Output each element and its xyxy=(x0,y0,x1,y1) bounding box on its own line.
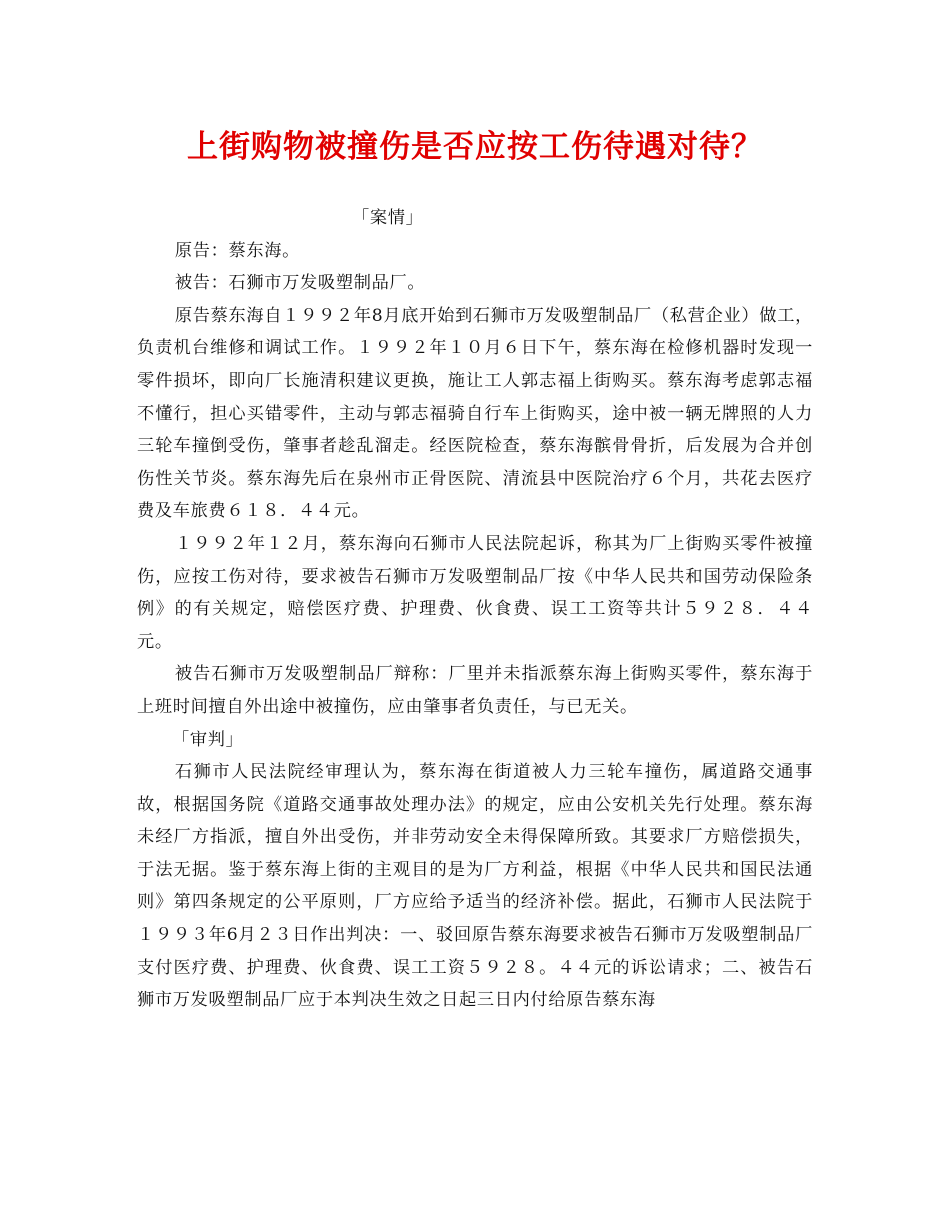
defense-paragraph: 被告石狮市万发吸塑制品厂辩称：厂里并未指派蔡东海上街购买零件，蔡东海于上班时间擅自外出途中被撞伤，应由肇事者负责任，与已无关。 xyxy=(137,664,813,717)
document-title: 上街购物被撞伤是否应按工伤待遇对待？ xyxy=(187,129,763,165)
section-heading-judgment: 「审判」 xyxy=(172,729,244,750)
plaintiff-line: 原告：蔡东海。 xyxy=(174,240,301,261)
defendant-line: 被告：石狮市万发吸塑制品厂。 xyxy=(174,273,426,294)
claim-paragraph: １９９２年１２月，蔡东海向石狮市人民法院起诉，称其为厂上街购买零件被撞伤，应按工伤对待，要求被告石狮市万发吸塑制品厂按《中华人民共和国劳动保险条例》的有关规定，赔偿医疗费、护理费、伙食费、误工工资等共计５９２８．４４元。 xyxy=(137,533,813,652)
section-heading-case: 「案情」 xyxy=(352,208,424,228)
judgment-paragraph: 石狮市人民法院经审理认为，蔡东海在街道被人力三轮车撞伤，属道路交通事故，根据国务院《道路交通事故处理办法》的规定，应由公安机关先行处理。蔡东海未经厂方指派，擅自外出受伤，并非劳动安全未得保障所致。其要求厂方赔偿损失，于法无据。鉴于蔡东海上街的主观目的是为厂方利益，根据《中华人民共和国民法通则》第四条规定的公平原则，厂方应给予适当的经济补偿。据此，石狮市人民法院于１９９３年6月２３日作出判决：一、驳回原告蔡东海要求被告石狮市万发吸塑制品厂支付医疗费、护理费、伙食费、误工工资５９２８。４４元的诉讼请求；二、被告石狮市万发吸塑制品厂应于本判决生效之日起三日内付给原告蔡东海 xyxy=(137,762,813,1011)
case-paragraph: 原告蔡东海自１９９２年8月底开始到石狮市万发吸塑制品厂（私营企业）做工，负责机台维修和调试工作。１９９２年１０月６日下午，蔡东海在检修机器时发现一零件损坏，即向厂长施清积建议更换，施让工人郭志福上街购买。蔡东海考虑郭志福不懂行，担心买错零件，主动与郭志福骑自行车上街购买，途中被一辆无牌照的人力三轮车撞倒受伤，肇事者趁乱溜走。经医院检查，蔡东海髌骨骨折，后发展为合并创伤性关节炎。蔡东海先后在泉州市正骨医院、清流县中医院治疗６个月，共花去医疗费及车旅费６１８．４４元。 xyxy=(137,305,813,522)
document-body xyxy=(137,202,813,1017)
